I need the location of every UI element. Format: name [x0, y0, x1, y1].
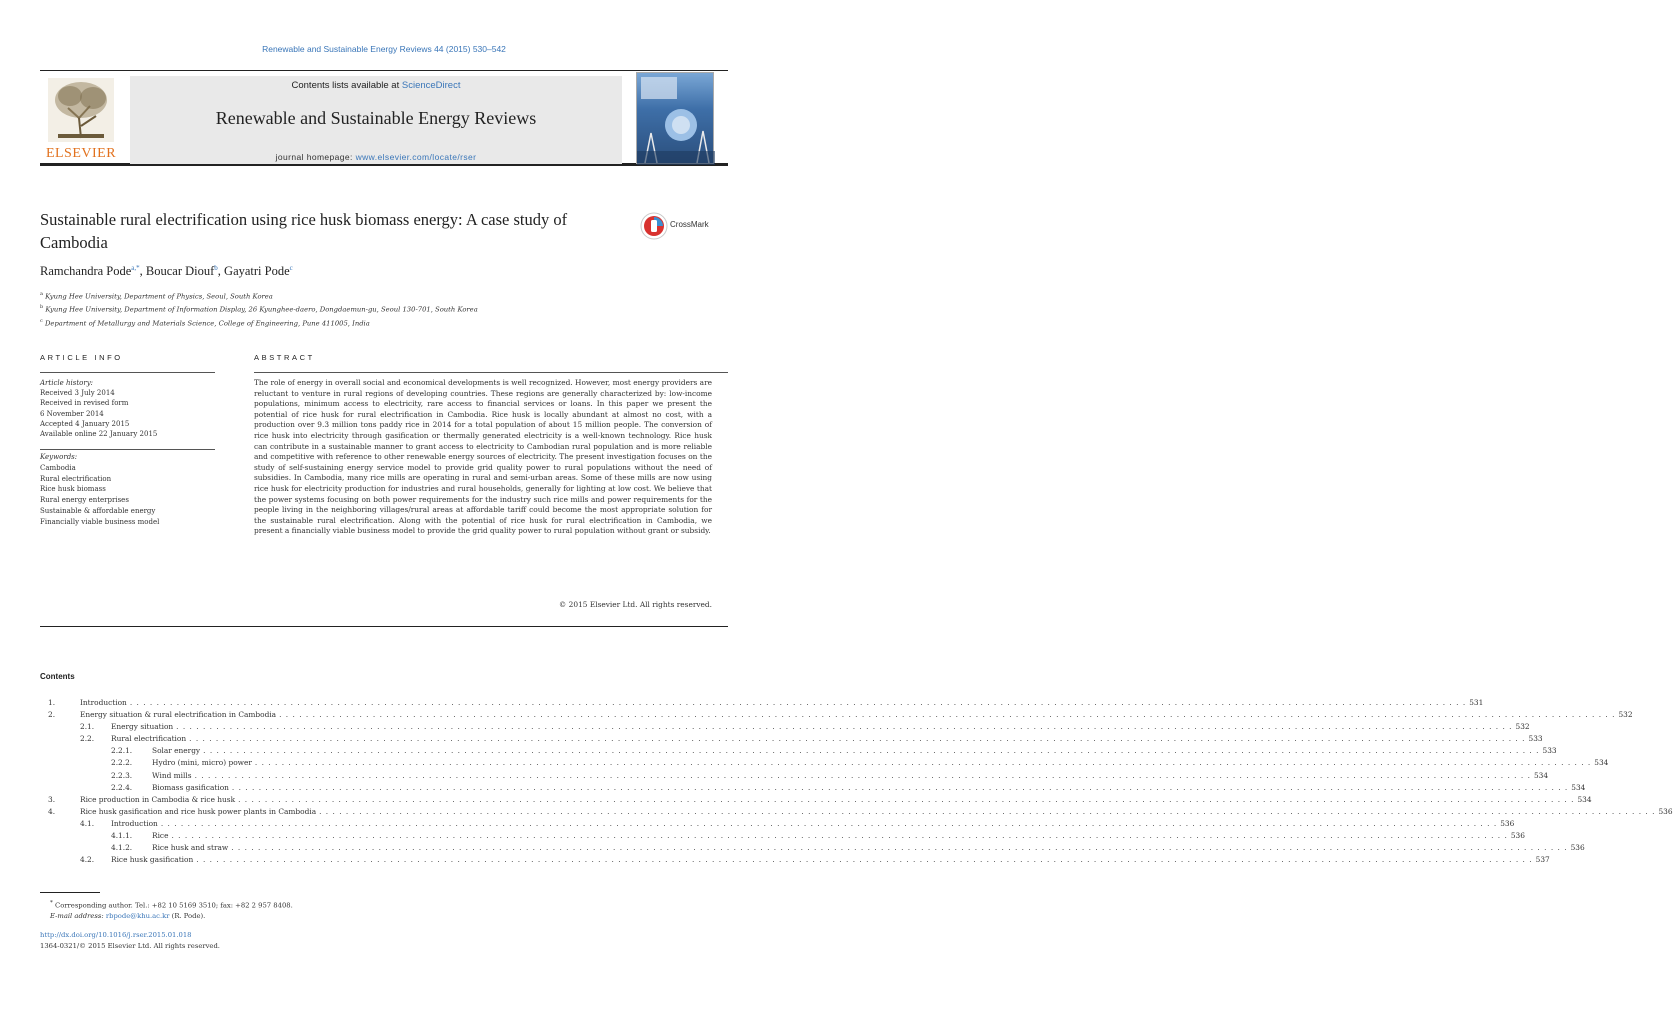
keyword-item: Rural electrification — [40, 474, 112, 483]
toc-entry-number: 2.1. — [80, 722, 95, 732]
toc-entry-page[interactable]: 536 — [1570, 843, 1585, 853]
toc-entry-label[interactable]: Introduction — [80, 698, 127, 707]
history-entry: Available online 22 January 2015 — [40, 430, 158, 439]
history-entry: Received 3 July 2014 — [40, 389, 115, 398]
toc-entry-page[interactable]: 536 — [1500, 818, 1515, 828]
article-history — [40, 378, 215, 439]
abstract-copyright: © 2015 Elsevier Ltd. All rights reserved. — [558, 600, 712, 609]
toc-entry-number: 3. — [48, 794, 56, 804]
journal-cover-icon — [637, 73, 715, 165]
keyword-item: Rice husk biomass — [40, 485, 106, 494]
email-label: E-mail address: — [50, 912, 104, 921]
toc-entry[interactable] — [40, 722, 1530, 734]
history-entry: 6 November 2014 — [40, 409, 104, 418]
toc-entry-label[interactable]: Energy situation & rural electrification in Cambodia — [80, 710, 277, 720]
toc-entry-number: 2.2.1. — [111, 746, 133, 756]
affiliation-text: Kyung Hee University, Department of Physics, Seoul, South Korea — [45, 292, 273, 301]
toc-entry[interactable] — [40, 855, 1550, 867]
toc-entry[interactable] — [40, 843, 1585, 855]
affiliation-item — [40, 316, 720, 329]
journal-title: Renewable and Sustainable Energy Reviews — [215, 108, 537, 128]
toc-entry-page[interactable]: 534 — [1533, 770, 1549, 780]
toc-dot-leader: . . . . . . . . . . . . . . . . . . . . . . . . . . . . . . . . . . . . . . . . . . . . . . . . . . . . . . . . . . . . . . . . . . . . . . . . . . . . . . . . . . . . . . . . . . . . . . . . . . . . . . . . . . . . . . . . . . . . . . . . . . . . . . . . . . . . . . . . . . . . . . . . . . . . . . . . . . . . . . . . . . . . . . . . . . . . . . . . . . . . . . . . . . . . . . . . . . . . . . . . — [231, 782, 1569, 792]
author-affiliation-marker[interactable]: b — [214, 264, 218, 272]
toc-entry-page[interactable]: 534 — [1577, 794, 1592, 804]
toc-entry[interactable] — [40, 794, 1592, 807]
toc-dot-leader: . . . . . . . . . . . . . . . . . . . . . . . . . . . . . . . . . . . . . . . . . . . . . . . . . . . . . . . . . . . . . . . . . . . . . . . . . . . . . . . . . . . . . . . . . . . . . . . . . . . . . . . . . . . . . . . . . . . . . . . . . . . . . . . . . . . . . . . . . . . . . . . . . . . . . . . . . . . . . . . . . . . . . . . . . . . . . . . . . . . . . . . . . . . . . . . . . . . . . . . . — [160, 818, 1498, 828]
crossmark-badge[interactable] — [640, 212, 720, 240]
author-name: Ramchandra Pode — [40, 264, 132, 279]
email-suffix: (R. Pode). — [171, 912, 206, 921]
toc-entry-label[interactable]: Rice husk and straw — [152, 843, 229, 853]
doi-link[interactable]: http://dx.doi.org/10.1016/j.rser.2015.01.018 — [40, 931, 192, 939]
toc-entry-label[interactable]: Wind mills — [152, 770, 192, 780]
toc-entry[interactable] — [40, 746, 1557, 758]
toc-entry-label[interactable]: Rural electrification — [111, 734, 187, 744]
table-of-contents — [40, 698, 1673, 867]
keyword-item: Rural energy enterprises — [40, 496, 129, 505]
toc-dot-leader: . . . . . . . . . . . . . . . . . . . . . . . . . . . . . . . . . . . . . . . . . . . . . . . . . . . . . . . . . . . . . . . . . . . . . . . . . . . . . . . . . . . . . . . . . . . . . . . . . . . . . . . . . . . . . . . . . . . . . . . . . . . . . . . . . . . . . . . . . . . . . . . . . . . . . . . . . . . . . . . . . . . . . . . . . . . . . . . . . . . . . . . . . . . . . . . . . . . . . . . . — [203, 746, 1540, 756]
toc-dot-leader: . . . . . . . . . . . . . . . . . . . . . . . . . . . . . . . . . . . . . . . . . . . . . . . . . . . . . . . . . . . . . . . . . . . . . . . . . . . . . . . . . . . . . . . . . . . . . . . . . . . . . . . . . . . . . . . . . . . . . . . . . . . . . . . . . . . . . . . . . . . . . . . . . . . . . . . . . . . . . . . . . . . . . . . . . . . . . . . . . . . . . . . . . . . . . . . . . . . . . . . . — [279, 710, 1616, 720]
sciencedirect-link[interactable]: ScienceDirect — [401, 80, 461, 91]
toc-entry-number: 4.2. — [80, 855, 95, 865]
toc-entry[interactable] — [40, 818, 1515, 831]
toc-entry-label[interactable]: Rice husk gasification — [111, 855, 194, 865]
toc-dot-leader: . . . . . . . . . . . . . . . . . . . . . . . . . . . . . . . . . . . . . . . . . . . . . . . . . . . . . . . . . . . . . . . . . . . . . . . . . . . . . . . . . . . . . . . . . . . . . . . . . . . . . . . . . . . . . . . . . . . . . . . . . . . . . . . . . . . . . . . . . . . . . . . . . . . . . . . . . . . . . . . . . . . . . . . . . . . . . . . . . . . . . . . . . . . . . . . . . . . . . . . . — [189, 734, 1526, 744]
issn-copyright-line: 1364-0321/© 2015 Elsevier Ltd. All rights reserved. — [40, 942, 220, 950]
toc-entry-label[interactable]: Rice husk gasification and rice husk power plants in Cambodia — [80, 806, 317, 816]
toc-entry-number: 2.2. — [80, 734, 95, 744]
keywords-label: Keywords: — [40, 453, 78, 461]
toc-entry-page[interactable]: 533 — [1528, 734, 1543, 744]
toc-entry-number: 2.2.3. — [111, 770, 133, 780]
toc-entry-label[interactable]: Energy situation — [111, 722, 174, 732]
article-title: Sustainable rural electrification using rice husk biomass energy: A case study of Cambodia — [40, 210, 568, 252]
toc-entry-page[interactable]: 531 — [1469, 698, 1484, 707]
article-info-heading: ARTICLE INFO — [40, 353, 123, 362]
footnote — [50, 898, 650, 922]
toc-entry[interactable] — [40, 770, 1549, 783]
email-link[interactable]: rbpode@khu.ac.kr — [105, 912, 170, 921]
author-affiliation-marker[interactable]: a,* — [131, 264, 140, 272]
affiliation-text: Kyung Hee University, Department of Information Display, 26 Kyunghee-daero, Dongdaemun-gu, Seoul 130-701, South Korea — [45, 305, 478, 314]
toc-entry-label[interactable]: Rice — [152, 831, 169, 841]
toc-dot-leader: . . . . . . . . . . . . . . . . . . . . . . . . . . . . . . . . . . . . . . . . . . . . . . . . . . . . . . . . . . . . . . . . . . . . . . . . . . . . . . . . . . . . . . . . . . . . . . . . . . . . . . . . . . . . . . . . . . . . . . . . . . . . . . . . . . . . . . . . . . . . . . . . . . . . . . . . . . . . . . . . . . . . . . . . . . . . . . . . . . . . . . . . . . . . . . . . . . . . . . . . — [176, 722, 1513, 732]
toc-entry[interactable] — [40, 806, 1673, 819]
toc-entry-page[interactable]: 532 — [1618, 710, 1633, 720]
abstract-divider — [254, 372, 728, 373]
toc-entry-number: 4.1. — [80, 818, 95, 828]
homepage-prefix: journal homepage: — [275, 152, 353, 162]
affiliation-item — [40, 289, 720, 302]
toc-entry[interactable] — [40, 758, 1609, 770]
toc-entry-page[interactable]: 532 — [1515, 722, 1530, 732]
journal-homepage-line — [130, 152, 622, 162]
toc-entry-number: 4.1.1. — [111, 831, 133, 841]
contents-heading: Contents — [40, 672, 75, 681]
history-entry: Received in revised form — [40, 399, 129, 408]
crossmark-icon — [640, 212, 668, 240]
toc-entry-page[interactable]: 533 — [1542, 746, 1557, 756]
crossmark-label: CrossMark — [670, 220, 709, 229]
abstract-heading: ABSTRACT — [254, 353, 315, 362]
toc-entry-label[interactable]: Introduction — [111, 818, 158, 828]
contents-available-line — [130, 80, 622, 91]
author-name: Boucar Diouf — [145, 264, 215, 279]
toc-dot-leader: . . . . . . . . . . . . . . . . . . . . . . . . . . . . . . . . . . . . . . . . . . . . . . . . . . . . . . . . . . . . . . . . . . . . . . . . . . . . . . . . . . . . . . . . . . . . . . . . . . . . . . . . . . . . . . . . . . . . . . . . . . . . . . . . . . . . . . . . . . . . . . . . . . . . . . . . . . . . . . . . . . . . . . . . . . . . . . . . . . . . . . . . . . . . . . . . . . . . . . . . — [319, 806, 1656, 816]
toc-dot-leader: . . . . . . . . . . . . . . . . . . . . . . . . . . . . . . . . . . . . . . . . . . . . . . . . . . . . . . . . . . . . . . . . . . . . . . . . . . . . . . . . . . . . . . . . . . . . . . . . . . . . . . . . . . . . . . . . . . . . . . . . . . . . . . . . . . . . . . . . . . . . . . . . . . . . . . . . . . . . . . . . . . . . . . . . . . . . . . . . . . . . . . . . . . . . . . . . . . . . . . . . — [254, 758, 1592, 768]
toc-dot-leader: . . . . . . . . . . . . . . . . . . . . . . . . . . . . . . . . . . . . . . . . . . . . . . . . . . . . . . . . . . . . . . . . . . . . . . . . . . . . . . . . . . . . . . . . . . . . . . . . . . . . . . . . . . . . . . . . . . . . . . . . . . . . . . . . . . . . . . . . . . . . . . . . . . . . . . . . . . . . . . . . . . . . . . . . . . . . . . . . . . . . . . . . . . . . . . . . . . . . . . . . — [129, 698, 1467, 707]
toc-dot-leader: . . . . . . . . . . . . . . . . . . . . . . . . . . . . . . . . . . . . . . . . . . . . . . . . . . . . . . . . . . . . . . . . . . . . . . . . . . . . . . . . . . . . . . . . . . . . . . . . . . . . . . . . . . . . . . . . . . . . . . . . . . . . . . . . . . . . . . . . . . . . . . . . . . . . . . . . . . . . . . . . . . . . . . . . . . . . . . . . . . . . . . . . . . . . . . . . . . . . . . . . — [238, 794, 1575, 804]
abstract-text: The role of energy in overall social and economical developments is well recognized. However, most energy providers are reluctant to venture in rural regions of developing countries. These regions are generally characterized by: low-income populations, minimum access to electricity, rare access to financial services or loans. In this paper we present the potential of rice husk for rural electrification in Cambodia. Rice husk is locally abundant at almost no cost, with a production over 9.3 million tons paddy rice in 2014 for a total population of about 15 million people. The conversion of rice husk into electricity through gasification or thermally generated electricity is a well-known technology. Rice husk can contribute in a sustainable manner to grant access to electricity to Cambodian rural population and is more reliable and competitive with reference to other renewable energy sources of electricity. The present investigation focuses on the study of self-sustaining energy service model to provide grid quality power to rural populations without the need of subsidies. In Cambodia, many rice mills are operating in rural and semi-urban areas. Some of these mills are now using rice husk for electricity production for industries and rural households, generally for lighting at low cost. We believe that the power systems focusing on both power requirements for the industry such rice mills and power requirements for the people living in the neighboring villages/rural areas at affordable tariff could become the most appropriate solution for the sustainable rural electrification. Along with the potential of rice husk for rural electrification in Cambodia, we present a financially viable business model to provide the grid quality power to rural population without grant or subsidy. — [254, 378, 712, 536]
toc-entry-page[interactable]: 536 — [1658, 806, 1673, 816]
journal-cover-image[interactable] — [636, 72, 714, 164]
affiliation-marker: a — [40, 291, 43, 297]
affiliation-item — [40, 302, 720, 315]
toc-entry-label[interactable]: Solar energy — [152, 746, 201, 756]
article-info-divider — [40, 372, 215, 373]
toc-entry-number: 2.2.4. — [111, 782, 133, 792]
email-line — [50, 911, 650, 922]
toc-entry-page[interactable]: 536 — [1510, 831, 1525, 841]
footnote-divider — [40, 892, 100, 893]
author-name: Gayatri Pode — [224, 264, 290, 279]
keyword-item: Cambodia — [40, 463, 76, 472]
toc-entry-label[interactable]: Hydro (mini, micro) power — [152, 758, 252, 768]
elsevier-logo — [40, 78, 122, 162]
corresponding-author-note: * Corresponding author. Tel.: +82 10 5169 3510; fax: +82 2 957 8408. — [50, 900, 293, 910]
toc-entry-label[interactable]: Biomass gasification — [152, 782, 229, 792]
toc-dot-leader: . . . . . . . . . . . . . . . . . . . . . . . . . . . . . . . . . . . . . . . . . . . . . . . . . . . . . . . . . . . . . . . . . . . . . . . . . . . . . . . . . . . . . . . . . . . . . . . . . . . . . . . . . . . . . . . . . . . . . . . . . . . . . . . . . . . . . . . . . . . . . . . . . . . . . . . . . . . . . . . . . . . . . . . . . . . . . . . . . . . . . . . . . . . . . . . . . . . . . . . . — [231, 843, 1568, 853]
doi-block — [40, 930, 220, 952]
affiliation-text: Department of Metallurgy and Materials Science, College of Engineering, Pune 411005, India — [44, 318, 370, 327]
toc-entry-number: 4. — [48, 806, 56, 816]
toc-entry-page[interactable]: 537 — [1535, 855, 1550, 865]
front-matter-divider — [40, 626, 728, 627]
elsevier-wordmark: ELSEVIER — [45, 146, 117, 161]
toc-entry-number: 1. — [48, 698, 56, 707]
author-separator: , — [139, 264, 146, 279]
author-list — [40, 264, 293, 279]
journal-reference[interactable]: Renewable and Sustainable Energy Reviews 44 (2015) 530–542 — [262, 44, 506, 54]
toc-entry-label[interactable]: Rice production in Cambodia & rice husk — [80, 794, 236, 804]
keywords-divider — [40, 449, 215, 450]
elsevier-tree-icon — [48, 78, 114, 142]
toc-entry[interactable] — [40, 831, 1525, 843]
toc-entry[interactable] — [40, 698, 1484, 710]
toc-entry-number: 2. — [48, 710, 56, 720]
toc-entry-number: 2.2.2. — [111, 758, 133, 768]
affiliation-list — [40, 289, 720, 329]
affiliation-marker: c — [40, 317, 43, 324]
author-affiliation-marker[interactable]: c — [289, 264, 293, 272]
toc-dot-leader: . . . . . . . . . . . . . . . . . . . . . . . . . . . . . . . . . . . . . . . . . . . . . . . . . . . . . . . . . . . . . . . . . . . . . . . . . . . . . . . . . . . . . . . . . . . . . . . . . . . . . . . . . . . . . . . . . . . . . . . . . . . . . . . . . . . . . . . . . . . . . . . . . . . . . . . . . . . . . . . . . . . . . . . . . . . . . . . . . . . . . . . . . . . . . . . . . . . . . . . . — [196, 855, 1533, 865]
homepage-link[interactable]: www.elsevier.com/locate/rser — [355, 152, 477, 162]
toc-entry-page[interactable]: 534 — [1594, 758, 1609, 768]
toc-entry[interactable] — [40, 734, 1543, 746]
toc-entry[interactable] — [40, 782, 1586, 795]
author-separator: , — [217, 264, 225, 279]
keyword-item: Financially viable business model — [40, 517, 160, 526]
contents-prefix: Contents lists available at — [291, 80, 400, 91]
affiliation-marker: b — [40, 304, 44, 311]
toc-entry-number: 4.1.2. — [111, 843, 133, 853]
toc-dot-leader: . . . . . . . . . . . . . . . . . . . . . . . . . . . . . . . . . . . . . . . . . . . . . . . . . . . . . . . . . . . . . . . . . . . . . . . . . . . . . . . . . . . . . . . . . . . . . . . . . . . . . . . . . . . . . . . . . . . . . . . . . . . . . . . . . . . . . . . . . . . . . . . . . . . . . . . . . . . . . . . . . . . . . . . . . . . . . . . . . . . . . . . . . . . . . . . . . . . . . . . . — [171, 831, 1508, 841]
toc-dot-leader: . . . . . . . . . . . . . . . . . . . . . . . . . . . . . . . . . . . . . . . . . . . . . . . . . . . . . . . . . . . . . . . . . . . . . . . . . . . . . . . . . . . . . . . . . . . . . . . . . . . . . . . . . . . . . . . . . . . . . . . . . . . . . . . . . . . . . . . . . . . . . . . . . . . . . . . . . . . . . . . . . . . . . . . . . . . . . . . . . . . . . . . . . . . . . . . . . . . . . . . . — [194, 770, 1531, 780]
keywords-block — [40, 452, 215, 528]
toc-entry[interactable] — [40, 710, 1633, 722]
article-history-label: Article history: — [40, 379, 94, 387]
corresponding-author-text: Corresponding author. Tel.: +82 10 5169 3510; fax: +82 2 957 8408. — [55, 901, 293, 910]
history-entry: Accepted 4 January 2015 — [40, 419, 130, 428]
toc-entry-page[interactable]: 534 — [1571, 782, 1586, 792]
keyword-item: Sustainable & affordable energy — [40, 506, 156, 515]
